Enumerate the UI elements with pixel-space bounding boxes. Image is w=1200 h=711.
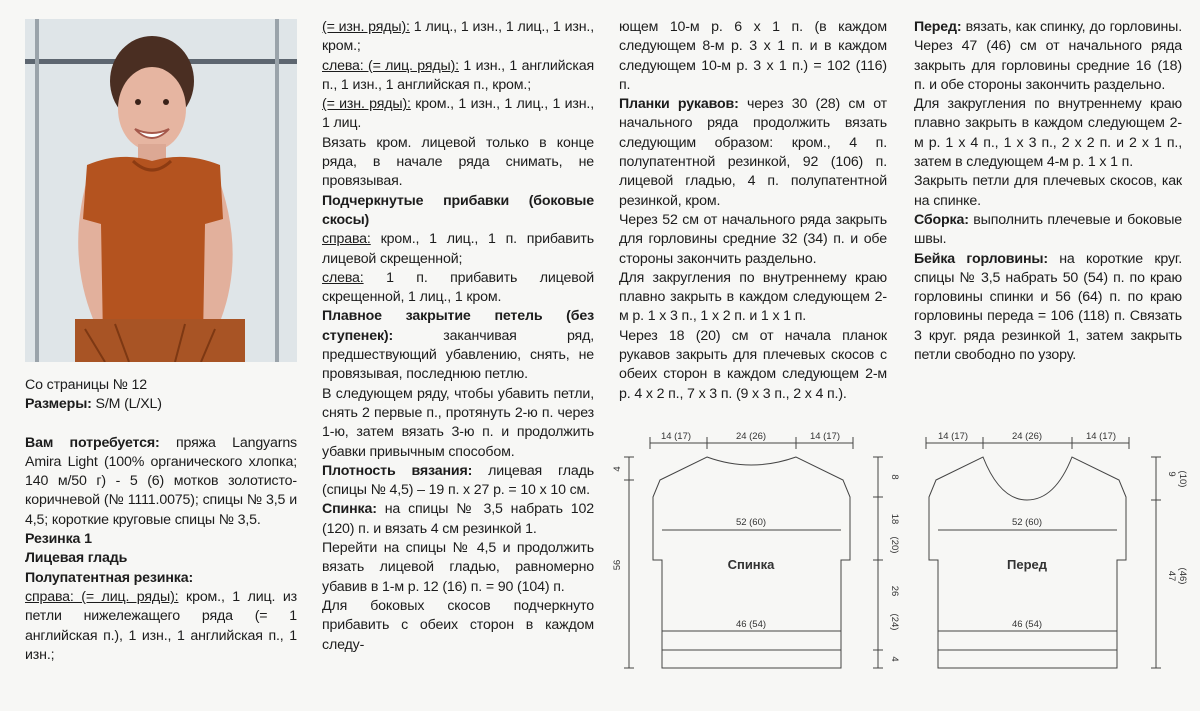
back-title: Спинка xyxy=(727,557,775,572)
back-left-total-dim: 56 xyxy=(612,559,623,571)
sleeve-bands: Планки рукавов: через 30 (28) см от начального ряда продолжить вязать следующим образом: кром., 4 п. полупатентной резинкой, 92 (106) п. лицевой гладью, 4 п. полупатентной резинкой, кром. xyxy=(619,96,887,209)
front-right-dim-2b: (46) xyxy=(1177,567,1188,585)
back-shoulders: Через 18 (20) см от начала планок рукавов закрыть для плечевых скосов с обеих сторон в каждом следующем 2-м р. 4 х 2 п., 7 х 3 п. (9 х 3 п., 2 х 4 п.). xyxy=(619,327,887,402)
back-width-upper: 52 (60) xyxy=(735,517,767,528)
switch-needles: Перейти на спицы № 4,5 и продолжить вязать лицевой гладью, равномерно убавив в 1-м р. 12 (16) п. = 90 (104) п. xyxy=(322,540,594,595)
neckband: Бейка горловины: на короткие круг. спицы № 3,5 набрать 50 (54) п. по краю горловины спинки и 56 (64) п. по краю горловины переда = 106 (118) п. Связать 3 круг. ряда резинкой 1, затем закрыть петли свободно по узору. xyxy=(914,250,1183,364)
back-right-dim-2: 18 xyxy=(889,513,900,525)
front-neck-rounding: Для закругления по внутреннему краю плавно закрыть в каждом следующем 2-м р. 1 х 4 п., 1 х 3 п., 2 х 2 п. и 2 х 1 п., затем в следующем 4-м р. 1 х 1 п. xyxy=(914,96,1182,171)
front-section: Перед: вязать, как спинку, до горловины. Через 47 (46) см от начального ряда закрыть для горловины средние 16 (18) п. и обе стороны закончить раздельно. xyxy=(914,19,1182,93)
column-3 xyxy=(619,18,887,404)
rib-left-rows: слева: (= лиц. ряды): 1 изн., 1 английская п., 1 изн., 1 английская п., кром.; xyxy=(322,57,595,93)
back-width-lower: 46 (54) xyxy=(735,619,767,630)
slopes-continued: ющем 10-м р. 6 х 1 п. (в каждом следующем 8-м р. 3 х 1 п. и в каждом следующем 10-м р. 3 х 1 п.) = 102 (116) п. xyxy=(619,19,887,93)
back-right-dim-3b: (24) xyxy=(889,613,900,631)
materials: Вам потребуется: пряжа Langyarns Amira Light (100% органического хлопка; 140 м/50 г) - 5 (6) мотков золотисто-коричневой (№ 1111.0075); спицы № 3,5 и 4,5; короткие круговые спицы № 3,5. xyxy=(25,434,298,528)
pattern-rib: Резинка 1 xyxy=(25,531,92,548)
gauge: Плотность вязания: лицевая гладь (спицы № 4,5) – 19 п. х 27 р. = 10 х 10 см. xyxy=(322,462,595,499)
back-right-dim-2b: (20) xyxy=(889,536,900,554)
front-top-right-dim: 14 (17) xyxy=(1085,431,1117,442)
front-shoulders: Закрыть петли для плечевых скосов, как на спинке. xyxy=(914,173,1182,209)
increases-left: слева: 1 п. прибавить лицевой скрещенной, 1 лиц., 1 кром. xyxy=(322,269,594,306)
pattern-stockinette: Лицевая гладь xyxy=(25,550,128,567)
sizes-line: Размеры: S/M (L/XL) xyxy=(25,396,162,413)
front-width-lower: 46 (54) xyxy=(1011,619,1043,630)
back-right-dim-1: 8 xyxy=(889,474,900,480)
front-right-dim-1: 9 xyxy=(1166,471,1177,477)
back-schematic xyxy=(606,420,906,705)
back-right-dim-3: 26 xyxy=(889,585,900,597)
front-schematic xyxy=(905,420,1195,705)
back-neck-rounding: Для закругления по внутреннему краю плавно закрыть в каждом следующем 2-м р. 1 х 3 п., 1 х 2 п. и 1 х 1 п. xyxy=(619,269,887,325)
front-top-mid-dim: 24 (26) xyxy=(1011,431,1043,442)
side-slopes: Для боковых скосов подчеркнуто прибавить с обеих сторон в каждом следу- xyxy=(322,597,594,653)
assembly: Сборка: выполнить плечевые и боковые швы. xyxy=(914,211,1182,248)
front-top-left-dim: 14 (17) xyxy=(937,431,969,442)
back-top-mid-dim: 24 (26) xyxy=(735,431,767,442)
bind-off-section: Плавное закрытие петель (без ступенек): заканчивая ряд, предшествующий убавлению, снять, не провязывая, последнюю петлю. xyxy=(322,308,594,383)
rib-left-wrong-rows: (= изн. ряды): кром., 1 изн., 1 лиц., 1 изн., 1 лиц. xyxy=(322,96,595,132)
back-section: Спинка: на спицы № 3,5 набрать 102 (120) п. и вязать 4 см резинкой 1. xyxy=(322,501,594,537)
back-neckline: Через 52 см от начального ряда закрыть для горловины средние 32 (34) п. и обе стороны закончить раздельно. xyxy=(619,211,887,267)
next-row-note: В следующем ряду, чтобы убавить петли, снять 2 первые п., протянуть 2-ю п. через 1-ю, затем вязать 3-ю п. и продолжить убавки привычным способом. xyxy=(322,385,594,460)
increases-right: справа: кром., 1 лиц., 1 п. прибавить лицевой скрещенной; xyxy=(322,231,594,267)
pattern-half-fisherman: Полупатентная резинка: xyxy=(25,569,194,586)
back-top-right-dim: 14 (17) xyxy=(809,431,841,442)
increases-heading: Подчеркнутые прибавки (боковые скосы) xyxy=(322,192,594,228)
front-width-upper: 52 (60) xyxy=(1011,517,1043,528)
back-left-top-dim: 4 xyxy=(612,466,623,472)
front-right-dim-1b: (10) xyxy=(1177,470,1188,488)
column-2 xyxy=(322,18,594,655)
front-title: Перед xyxy=(1007,557,1047,572)
rib-right-wrong-rows: (= изн. ряды): 1 лиц., 1 изн., 1 лиц., 1 изн., кром.; xyxy=(322,19,594,55)
rib-right-rows: справа: (= лиц. ряды): кром., 1 лиц. из петли нижележащего ряда (= 1 английская п.), 1 изн., 1 английская п., 1 изн.; xyxy=(25,588,297,663)
column-4 xyxy=(914,18,1182,365)
back-top-left-dim: 14 (17) xyxy=(660,431,692,442)
front-right-dim-2: 47 xyxy=(1166,570,1177,582)
column-1 xyxy=(25,376,297,665)
source-line: Со страницы № 12 xyxy=(25,377,148,393)
edge-stitch-note: Вязать кром. лицевой только в конце ряда, в начале ряда снимать, не провязывая. xyxy=(322,134,594,190)
model-photo xyxy=(25,19,297,362)
back-right-dim-4: 4 xyxy=(889,656,900,662)
